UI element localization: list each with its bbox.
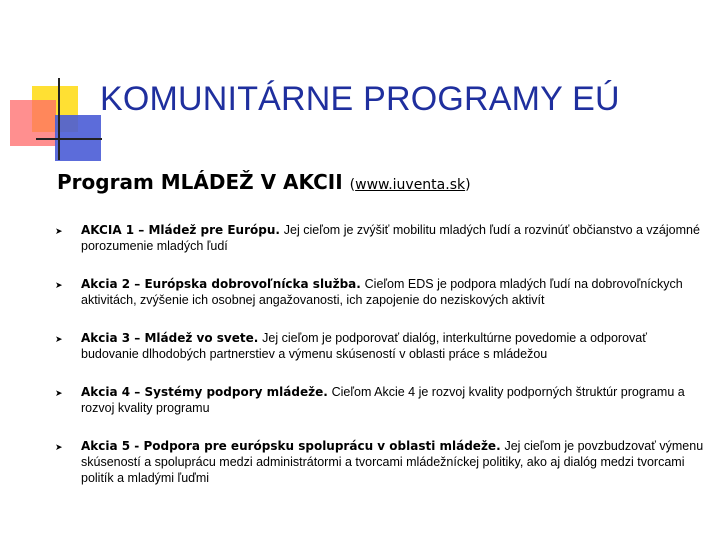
list-item (55, 222, 705, 254)
item-lead: Akcia 4 – Systémy podpory mládeže. (81, 385, 328, 399)
item-lead: Akcia 3 – Mládež vo svete. (81, 331, 259, 345)
program-heading (57, 170, 471, 194)
item-text: Cieľom Akcie 4 je rozvoj kvality podporných štruktúr programu a rozvoj kvality programu (81, 385, 685, 415)
arrowhead-bullet-icon: ➤ (55, 335, 63, 345)
slide-title: KOMUNITÁRNE PROGRAMY EÚ (100, 80, 620, 118)
item-text: Cieľom EDS je podpora mladých ľudí na dobrovoľníckych aktivitách, zvýšenie ich osobnej angažovanosti, ich zapojenie do neziskových aktivít (81, 277, 683, 307)
item-text: Jej cieľom je zvýšiť mobilitu mladých ľudí a rozvinúť občianstvo a vzájomné porozumenie mladých ľudí (81, 223, 700, 253)
item-lead: Akcia 5 - Podpora pre európsku spoluprácu v oblasti mládeže. (81, 439, 501, 453)
list-item (55, 330, 705, 362)
paren-open: ( (349, 177, 356, 193)
arrowhead-bullet-icon: ➤ (55, 443, 63, 453)
paren-close: ) (465, 177, 471, 193)
item-text: Jej cieľom je podporovať dialóg, interkultúrne povedomie a odporovať budovanie dlhodobých partnerstiev a výmenu skúseností v oblasti práce s mládežou (81, 331, 647, 361)
arrowhead-bullet-icon: ➤ (55, 227, 63, 237)
decor-vertical-line (58, 78, 60, 160)
item-lead: Akcia 2 – Európska dobrovoľnícka služba. (81, 277, 361, 291)
arrowhead-bullet-icon: ➤ (55, 389, 63, 399)
list-item (55, 276, 705, 308)
iuventa-link[interactable]: www.iuventa.sk (355, 177, 466, 193)
decor-horizontal-line (36, 138, 102, 140)
item-lead: AKCIA 1 – Mládež pre Európu. (81, 223, 280, 237)
item-text: Jej cieľom je povzbudzovať výmenu skúseností a spoluprácu medzi administrátormi a tvorcami mládežníckej politiky, ako aj dialóg medzi tvorcami politík a mladými ľuďmi (81, 439, 704, 485)
arrowhead-bullet-icon: ➤ (55, 281, 63, 291)
list-item (55, 438, 705, 486)
program-name: Program MLÁDEŽ V AKCII (57, 170, 343, 194)
list-item (55, 384, 705, 416)
action-list (55, 222, 705, 486)
